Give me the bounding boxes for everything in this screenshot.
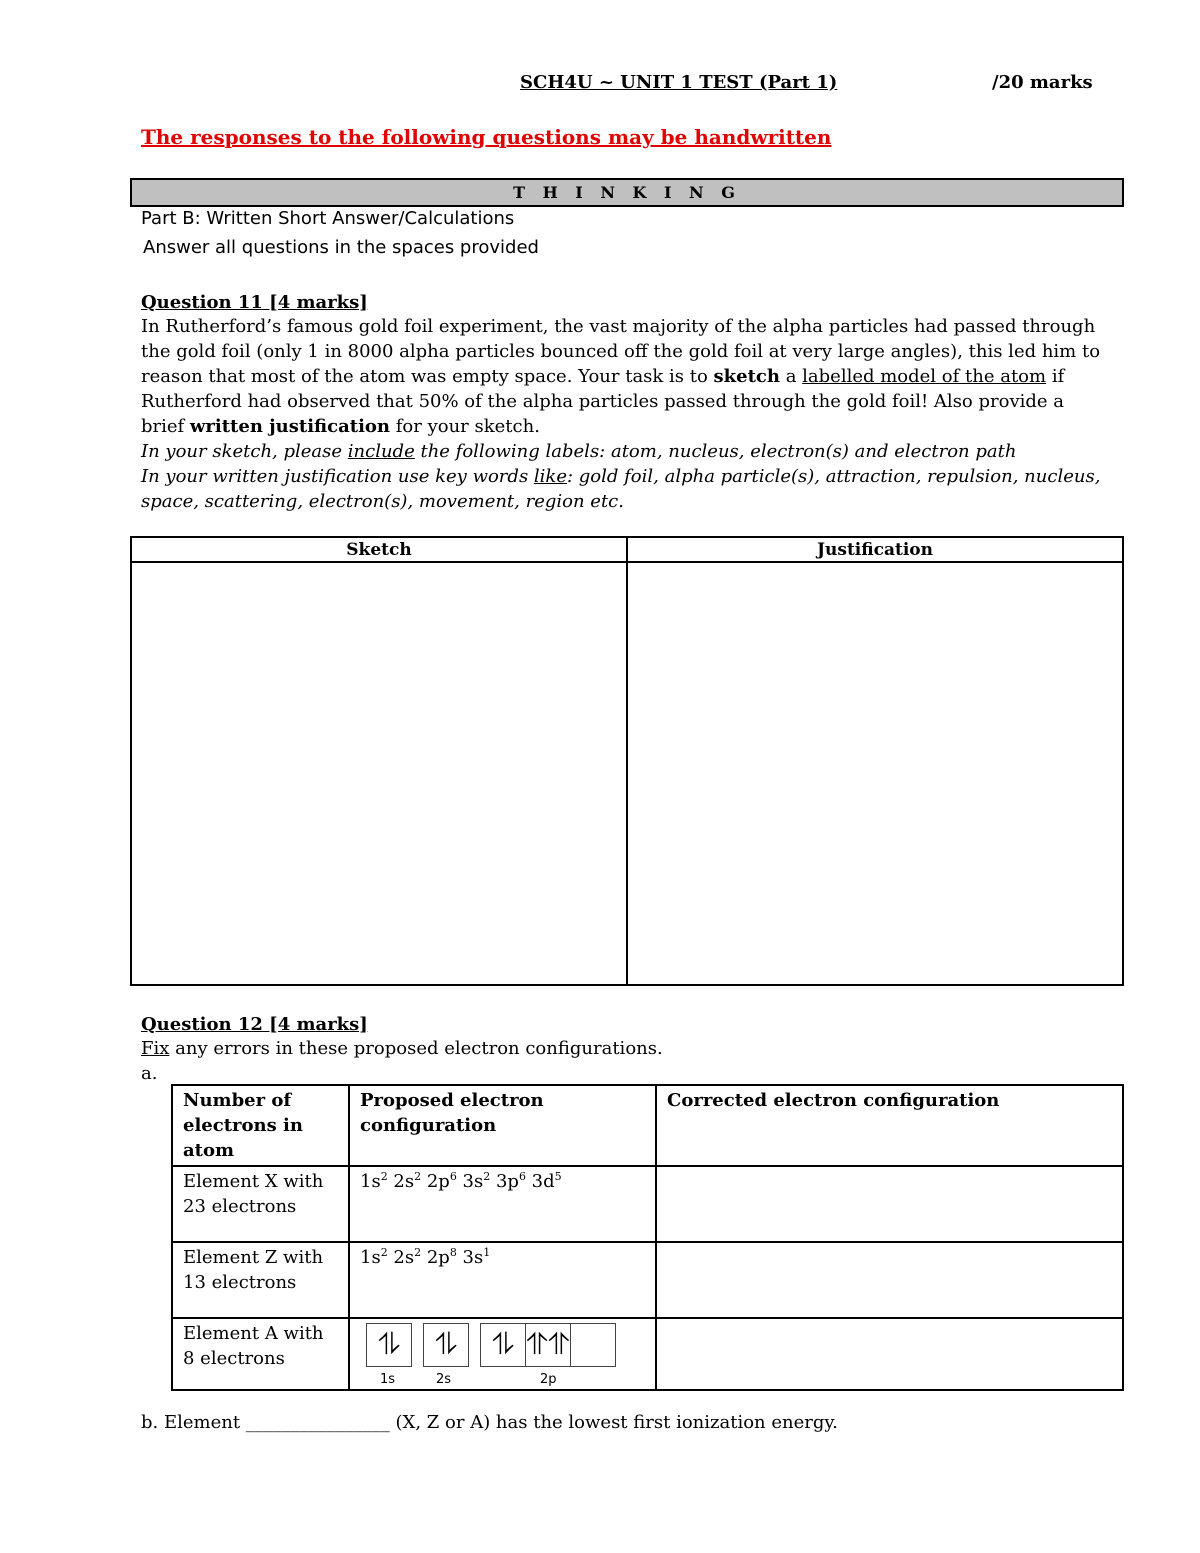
sketch-answer-area[interactable]	[131, 562, 627, 985]
justification-answer-area[interactable]	[627, 562, 1123, 985]
proposed-config-x: $1s^2$ $2s^2$ $2p^6$ $3s^2$ $3p^6$ $3d^5$	[349, 1166, 656, 1242]
header-proposed: Proposed electron configuration	[349, 1085, 656, 1166]
q11-sketch-instruction	[141, 439, 1101, 464]
question-11-body	[141, 314, 1101, 514]
header-corrected: Corrected electron configuration	[656, 1085, 1123, 1166]
part-a-label: a.	[141, 1063, 158, 1084]
section-banner-thinking: T H I N K I N G	[130, 178, 1124, 207]
q12b-text: (X, Z or A) has the lowest first ionization energy.	[389, 1412, 838, 1433]
orbital-label-2p: 2p	[540, 1372, 557, 1387]
question-11-title: Question 11 [4 marks]	[141, 292, 368, 313]
q11-text: a	[779, 366, 803, 387]
orbital-cell	[571, 1324, 615, 1366]
q12b-text: b. Element	[141, 1412, 246, 1433]
q11-underlined: like	[533, 466, 567, 487]
q11-underlined: labelled model of the atom	[802, 366, 1047, 387]
orbital-cell: ⥣⥣	[526, 1324, 571, 1366]
q11-justification-instruction	[141, 464, 1101, 514]
q12-text: any errors in these proposed electron configurations.	[169, 1038, 663, 1059]
orbital-cell: ⥮	[378, 1327, 400, 1362]
q11-text: In your written justification use key words	[141, 466, 534, 487]
q11-bold-justification: written justification	[189, 416, 391, 437]
q11-text: : gold foil, alpha particle(s), attraction, repulsion, nucleus, space, scattering, electron(s), movement, region etc.	[141, 466, 1101, 512]
part-b-question	[141, 1410, 838, 1435]
fix-word: Fix	[141, 1038, 170, 1059]
corrected-config-a[interactable]	[656, 1318, 1123, 1390]
proposed-config-z: $1s^2$ $2s^2$ $2p^8$ $3s^1$	[349, 1242, 656, 1318]
corrected-config-z[interactable]	[656, 1242, 1123, 1318]
orbital-cell: ⥮	[481, 1324, 526, 1366]
part-b-heading: Part B: Written Short Answer/Calculations	[141, 208, 515, 229]
element-x-cell: Element X with 23 electrons	[172, 1166, 349, 1242]
total-marks: /20 marks	[992, 72, 1093, 93]
electron-config-table	[171, 1084, 1124, 1391]
q11-bold-sketch: sketch	[713, 366, 780, 387]
page-title: SCH4U ~ UNIT 1 TEST (Part 1)	[520, 72, 838, 93]
q11-underlined: include	[347, 441, 415, 462]
orbital-2p	[480, 1323, 616, 1367]
sketch-justification-table	[130, 536, 1124, 986]
orbital-label-2s: 2s	[436, 1372, 452, 1387]
answer-blank[interactable]: ________________	[245, 1412, 390, 1433]
question-12-instruction	[141, 1036, 663, 1061]
orbital-1s	[366, 1323, 412, 1367]
q11-text: the following labels: atom, nucleus, electron(s) and electron path	[414, 441, 1017, 462]
answer-instruction: Answer all questions in the spaces provided	[143, 237, 539, 258]
q11-text: if Rutherford had observed that 50% of the alpha particles passed through the gold foil! Also provide a brief	[141, 366, 1065, 437]
handwritten-notice: The responses to the following questions may be handwritten	[141, 125, 832, 149]
corrected-config-x[interactable]	[656, 1166, 1123, 1242]
element-z-cell: Element Z with 13 electrons	[172, 1242, 349, 1318]
question-12-title: Question 12 [4 marks]	[141, 1014, 368, 1035]
orbital-diagram-a	[349, 1318, 656, 1390]
orbital-label-1s: 1s	[380, 1372, 396, 1387]
orbital-box-group	[366, 1319, 655, 1387]
q11-text: for your sketch.	[390, 416, 540, 437]
q11-text: In Rutherford’s famous gold foil experiment, the vast majority of the alpha particles had passed through the gold foil (only 1 in 8000 alpha particles bounced off the gold foil at very large angles), this led him to reason that most of the atom was empty space. Your task is to	[141, 316, 1101, 387]
element-a-cell: Element A with 8 electrons	[172, 1318, 349, 1390]
orbital-2s	[423, 1323, 469, 1367]
justification-header: Justification	[627, 537, 1123, 562]
header-electrons: Number of electrons in atom	[172, 1085, 349, 1166]
sketch-header: Sketch	[131, 537, 627, 562]
orbital-cell: ⥮	[435, 1327, 457, 1362]
q11-text: In your sketch, please	[141, 441, 348, 462]
question-11-paragraph	[141, 314, 1101, 439]
